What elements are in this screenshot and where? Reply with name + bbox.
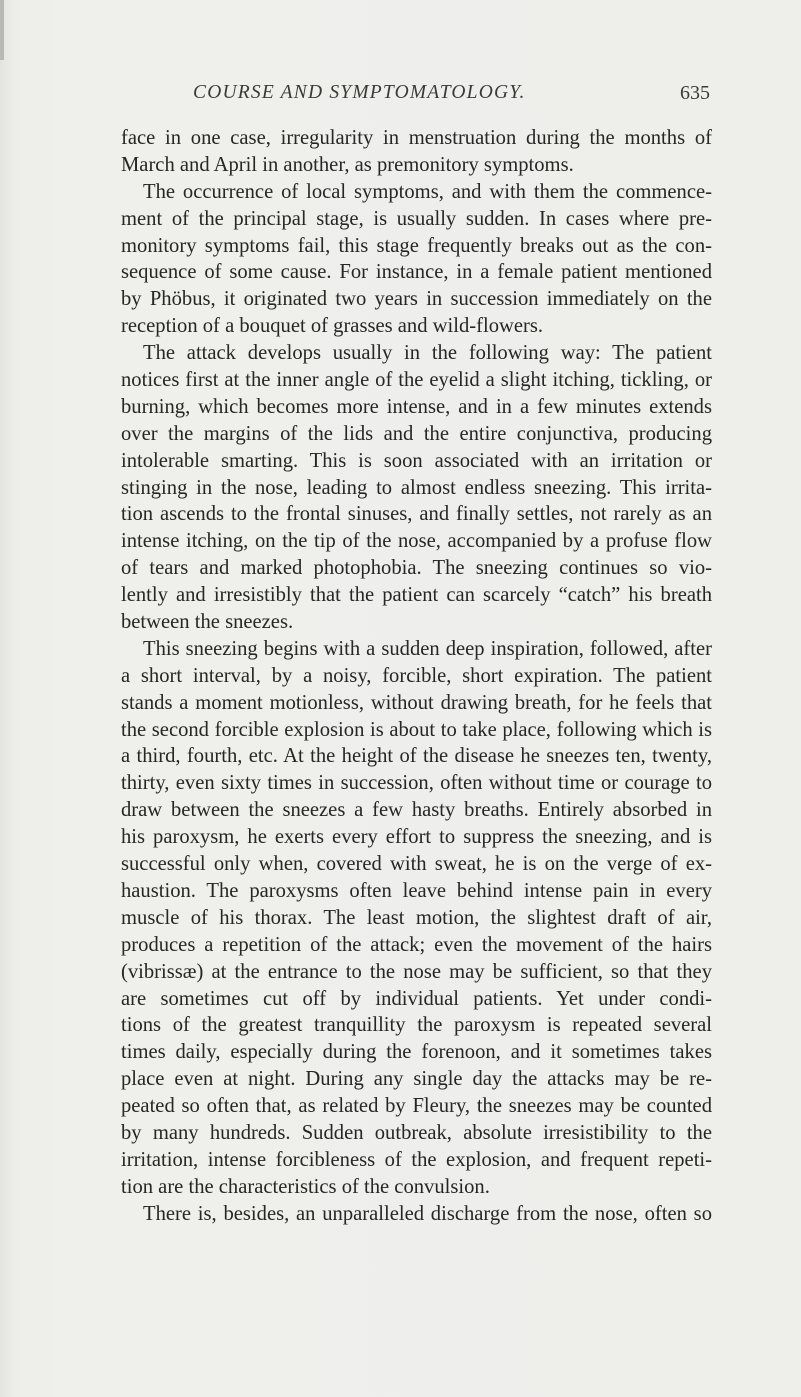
text-line: sequence of some cause. For instance, in a female patient mentioned — [121, 261, 712, 284]
text-line: monitory symptoms fail, this stage frequently breaks out as the con- — [121, 234, 712, 257]
page-number: 635 — [680, 82, 710, 104]
text-line: ment of the principal stage, is usually sudden. In cases where pre- — [121, 207, 712, 230]
text-line: burning, which becomes more intense, and in a few minutes extends — [121, 395, 712, 418]
text-line: a third, fourth, etc. At the height of the disease he sneezes ten, twenty, — [121, 745, 712, 768]
text-line: tions of the greatest tranquillity the paroxysm is repeated several — [121, 1014, 712, 1037]
text-line: (vibrissæ) at the entrance to the nose may be sufficient, so that they — [121, 960, 712, 983]
text-line: over the margins of the lids and the entire conjunctiva, producing — [121, 422, 712, 445]
text-line: peated so often that, as related by Fleury, the sneezes may be counted — [121, 1095, 712, 1118]
text-line: produces a repetition of the attack; even the movement of the hairs — [121, 933, 712, 956]
page-header — [122, 82, 710, 110]
text-line: times daily, especially during the forenoon, and it sometimes takes — [121, 1041, 712, 1064]
text-line: March and April in another, as premonitory symptoms. — [121, 153, 574, 176]
text-line: This sneezing begins with a sudden deep inspiration, followed, after — [143, 637, 712, 660]
text-line: tion are the characteristics of the convulsion. — [121, 1175, 490, 1198]
text-line: by Phöbus, it originated two years in succession immediately on the — [121, 288, 712, 311]
text-line: intense itching, on the tip of the nose, accompanied by a profuse flow — [121, 530, 712, 553]
text-line: stinging in the nose, leading to almost endless sneezing. This irrita- — [121, 476, 712, 499]
text-line: the second forcible explosion is about to take place, following which is — [121, 718, 712, 741]
text-line: place even at night. During any single day the attacks may be re- — [121, 1068, 712, 1091]
text-line: stands a moment motionless, without drawing breath, for he feels that — [121, 691, 712, 714]
text-line: reception of a bouquet of grasses and wild-flowers. — [121, 315, 544, 338]
text-line: draw between the sneezes a few hasty breaths. Entirely absorbed in — [121, 799, 712, 822]
body-text — [121, 125, 712, 1228]
text-line: his paroxysm, he exerts every effort to suppress the sneezing, and is — [121, 826, 712, 849]
text-line: intolerable smarting. This is soon associated with an irritation or — [121, 449, 712, 472]
text-line: a short interval, by a noisy, forcible, short expiration. The patient — [121, 664, 712, 687]
text-line: face in one case, irregularity in menstruation during the months of — [121, 127, 712, 149]
text-line: muscle of his thorax. The least motion, the slightest draft of air, — [121, 906, 712, 929]
text-line: lently and irresistibly that the patient can scarcely “catch” his breath — [121, 584, 712, 607]
text-line: between the sneezes. — [121, 611, 294, 634]
text-line: The occurrence of local symptoms, and with them the commence- — [143, 180, 712, 203]
running-head: COURSE AND SYMPTOMATOLOGY. — [193, 82, 526, 103]
text-line: notices first at the inner angle of the eyelid a slight itching, tickling, or — [121, 369, 712, 392]
text-line: of tears and marked photophobia. The sneezing continues so vio- — [121, 557, 712, 580]
text-line: irritation, intense forcibleness of the explosion, and frequent repeti- — [121, 1148, 712, 1171]
text-line: thirty, even sixty times in succession, often without time or courage to — [121, 772, 712, 795]
text-line: haustion. The paroxysms often leave behind intense pain in every — [121, 879, 712, 902]
text-line: The attack develops usually in the following way: The patient — [143, 342, 712, 365]
text-line: There is, besides, an unparalleled discharge from the nose, often so — [143, 1202, 712, 1225]
text-line: successful only when, covered with sweat, he is on the verge of ex- — [121, 853, 712, 876]
text-line: by many hundreds. Sudden outbreak, absolute irresistibility to the — [121, 1121, 712, 1144]
text-line: are sometimes cut off by individual patients. Yet under condi- — [121, 987, 712, 1010]
page-gutter-edge — [0, 0, 4, 60]
text-line: tion ascends to the frontal sinuses, and finally settles, not rarely as an — [121, 503, 712, 526]
